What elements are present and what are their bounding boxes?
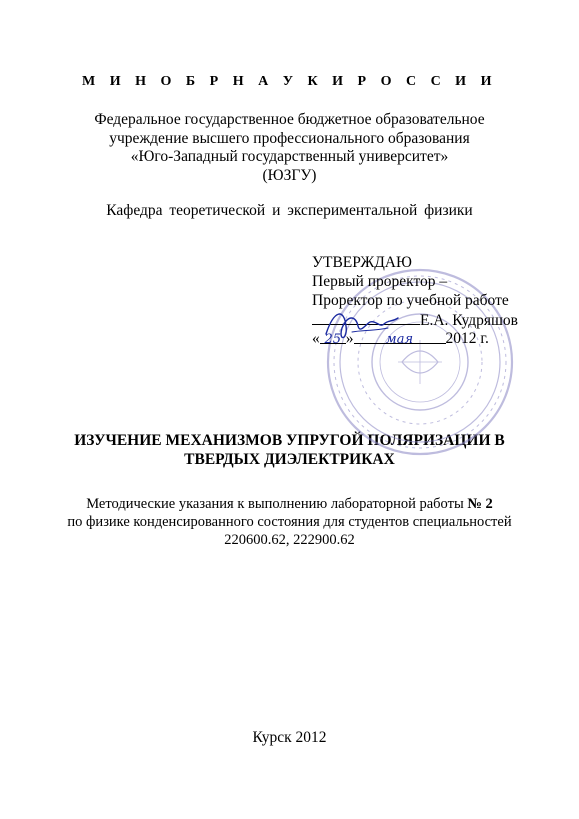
- approval-title: УТВЕРЖДАЮ: [312, 254, 412, 271]
- university-line: учреждение высшего профессионального образования: [109, 129, 470, 147]
- university-abbreviation: (ЮЗГУ): [262, 166, 317, 184]
- ministry-heading: М И Н О Б Р Н А У К И Р О С С И И: [82, 74, 497, 89]
- date-month: мая: [385, 332, 414, 347]
- guide-line: [0, 495, 579, 513]
- city-year: Курск 2012: [252, 729, 327, 746]
- date-quote-close: »: [345, 330, 354, 347]
- work-title: [0, 431, 579, 469]
- handwritten-signature: [322, 304, 402, 346]
- date-quote-open: «: [312, 330, 320, 347]
- approval-position-line: Проректор по учебной работе: [312, 292, 509, 309]
- date-year: 2012 г.: [445, 330, 489, 347]
- guide-line: по физике конденсированного состояния для студентов специальностей: [67, 514, 512, 530]
- lab-number: № 2: [467, 496, 493, 512]
- guide-description: [0, 495, 579, 549]
- university-line: «Юго-Западный государственный университет»: [130, 148, 449, 165]
- approval-position-line: Первый проректор –: [312, 273, 448, 290]
- university-name: [0, 111, 579, 185]
- date-day: 25: [324, 332, 342, 347]
- department-name: Кафедра теоретической и экспериментальной физики: [106, 202, 473, 219]
- university-line: Федеральное государственное бюджетное образовательное: [94, 111, 485, 128]
- work-title-line: ТВЕРДЫХ ДИЭЛЕКТРИКАХ: [184, 451, 395, 468]
- guide-line-text: Методические указания к выполнению лабораторной работы: [86, 496, 468, 512]
- work-title-line: ИЗУЧЕНИЕ МЕХАНИЗМОВ УПРУГОЙ ПОЛЯРИЗАЦИИ В: [74, 432, 505, 449]
- specialty-codes: 220600.62, 222900.62: [224, 532, 355, 548]
- signer-name: Е.А. Кудряшов: [420, 312, 519, 329]
